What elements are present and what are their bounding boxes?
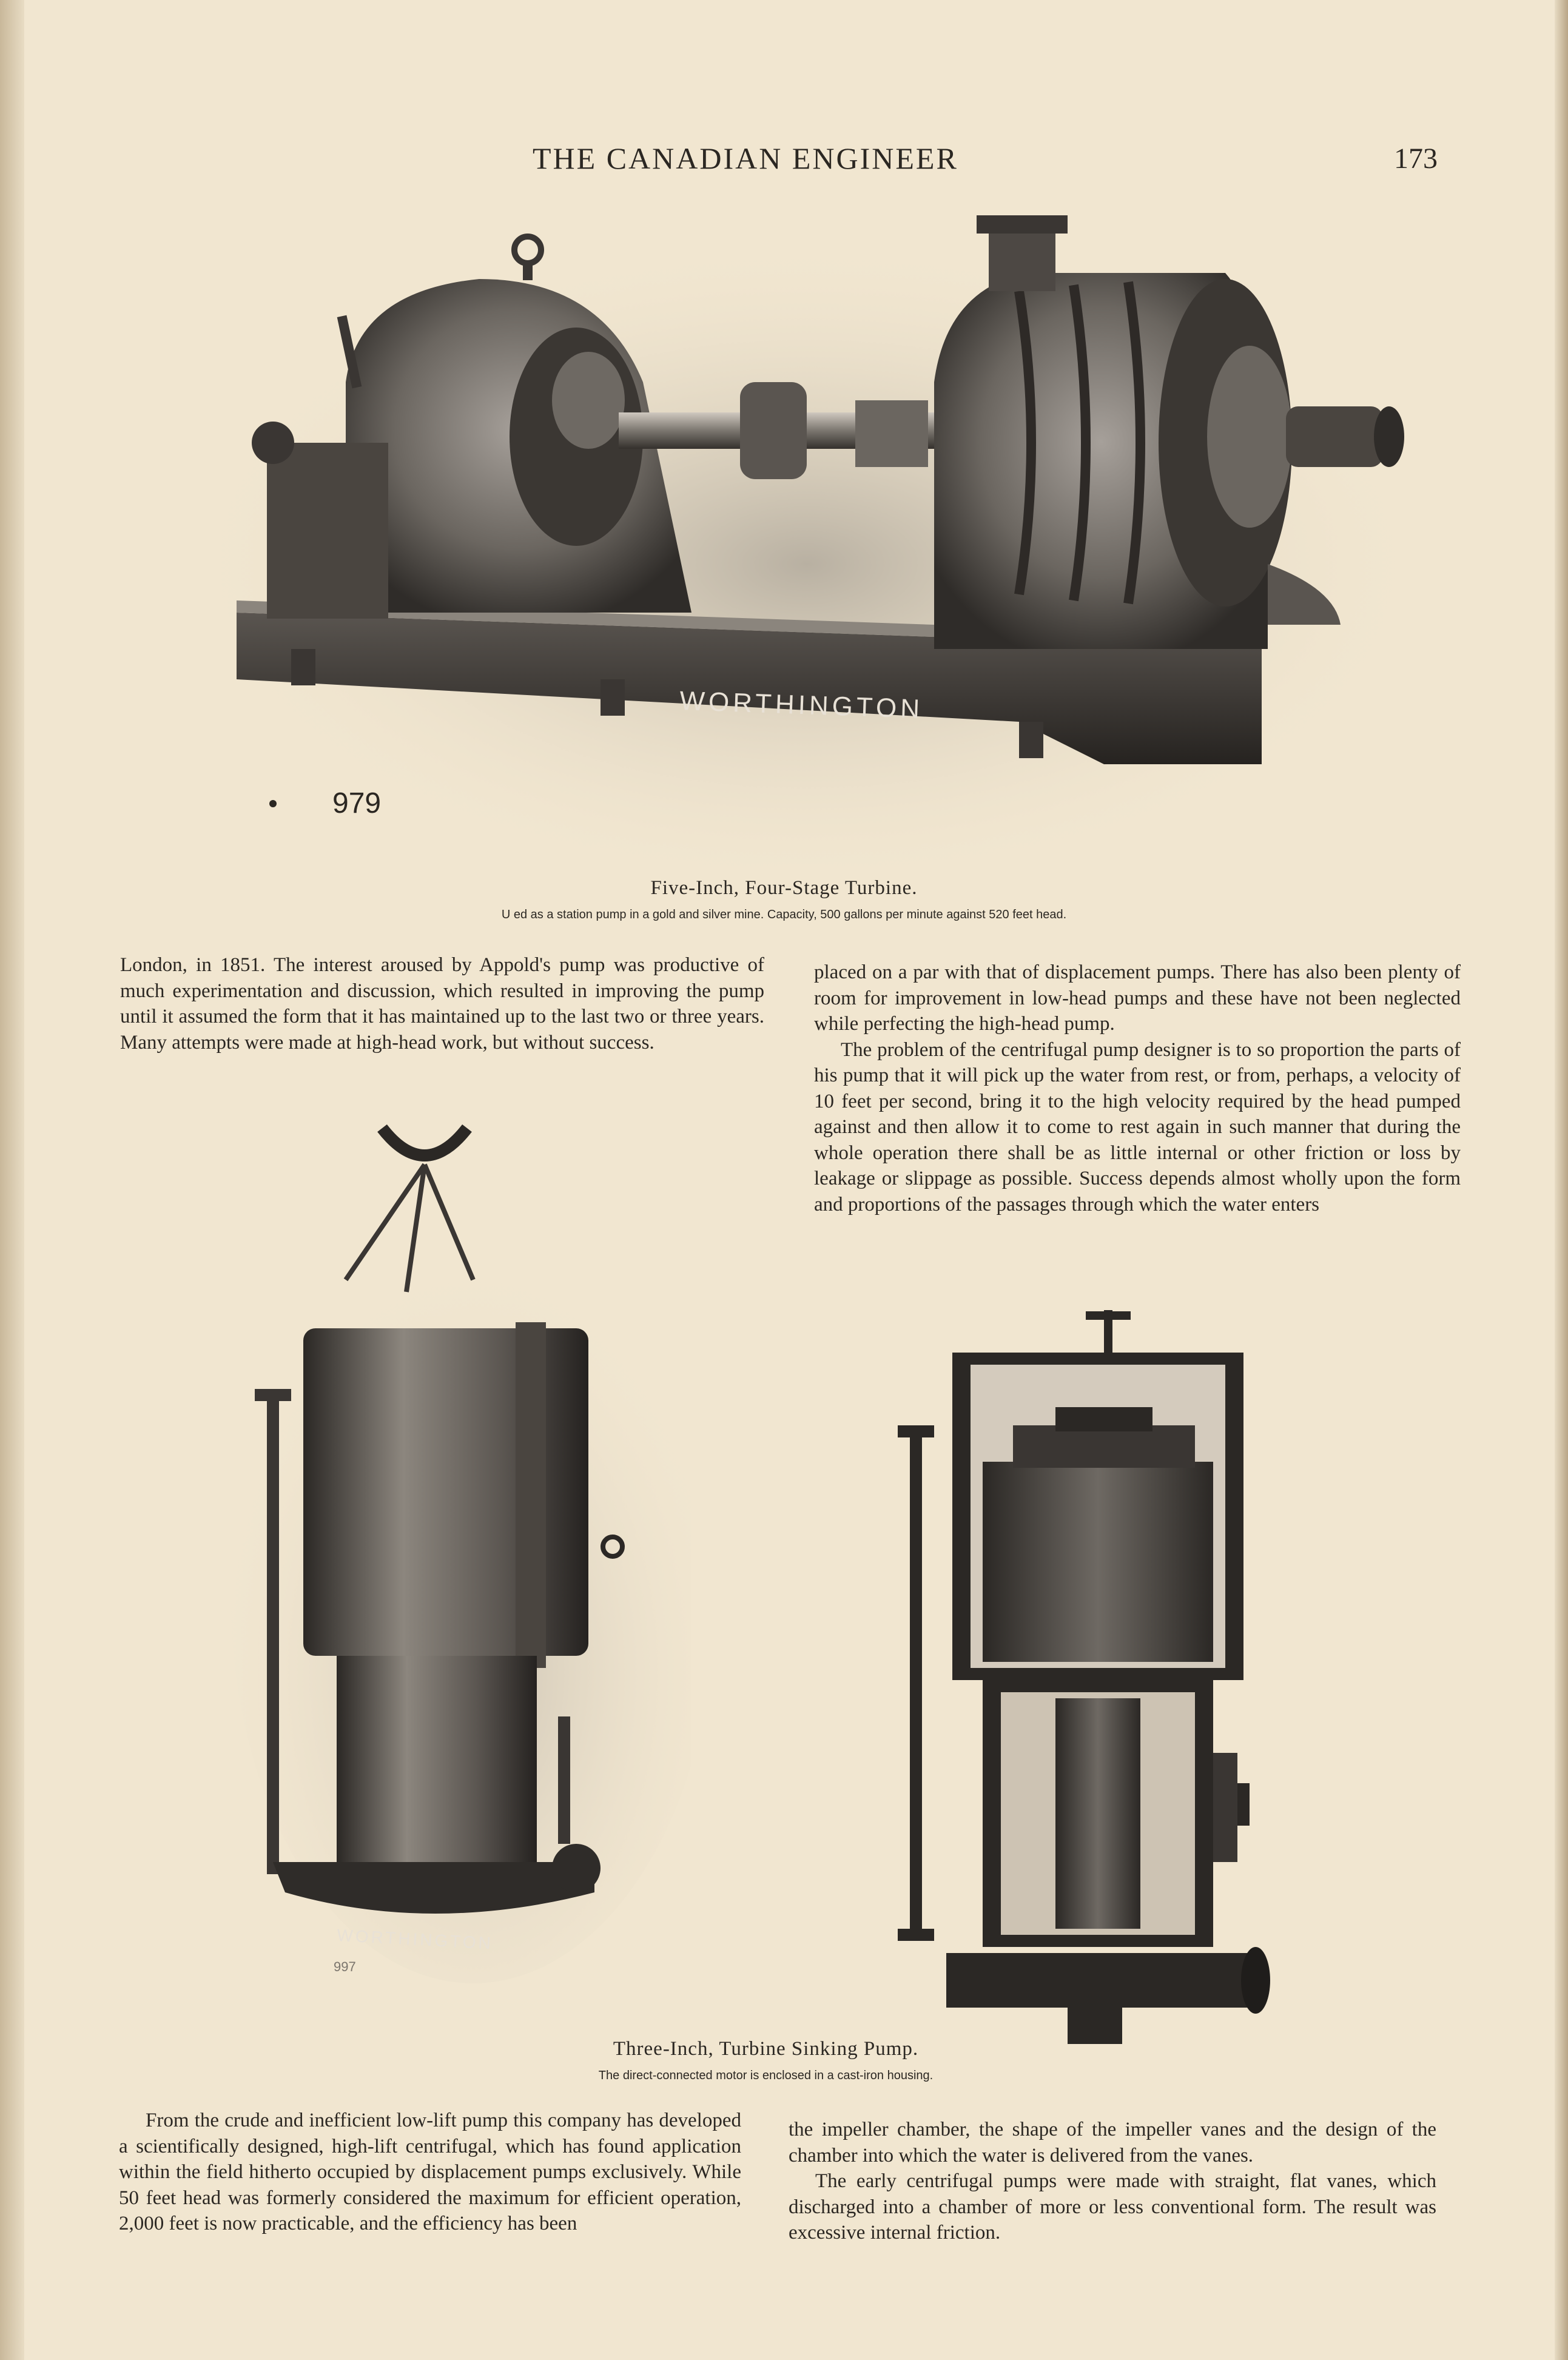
paragraph: The early centrifugal pumps were made with straight, flat vanes, which discharged into a chamber of more or less conventional form. The result was excessive internal friction.	[789, 2170, 1436, 2244]
base-brand-text: WORTHINGTON	[679, 686, 924, 725]
column-bottom-left	[119, 2108, 741, 2237]
plate-number-2: 997	[334, 1959, 356, 1974]
plate-number: 979	[332, 787, 382, 819]
paragraph: The problem of the centrifugal pump designer is to so proportion the parts of his pump that it will pick up the water from rest, or from, perhaps, a velocity of 10 feet per second, bring it to the high velocity required by the head pumped against and then allow it to come to rest again in such manner that during the whole operation there shall be as little internal or other friction or loss by leakage or slippage as possible. Success depends almost wholly upon the form and proportions of the passages through which the water enters	[814, 1038, 1461, 1215]
paragraph: the impeller chamber, the shape of the impeller vanes and the design of the chamber into which the water is delivered from the vanes.	[789, 2119, 1436, 2167]
figure2-caption-sub: The direct-connected motor is enclosed in a cast-iron housing.	[598, 2069, 934, 2082]
figure1-caption-title: Five-Inch, Four-Stage Turbine.	[650, 877, 918, 899]
running-header	[0, 141, 1568, 189]
page-edge	[1555, 0, 1568, 2360]
running-title: THE CANADIAN ENGINEER	[533, 141, 958, 175]
column-top-left	[120, 952, 764, 1055]
paragraph: London, in 1851. The interest aroused by Appold's pump was productive of much experimentation and discussion, which resulted in improving the pump until it assumed the form that it has maintained up to the last two or three years. Many attempts were made at high-head work, but without success.	[120, 954, 764, 1054]
sinking-pump-exterior-photo	[230, 1110, 691, 1983]
pump-brand-text: WORTHINGTON	[336, 1926, 494, 1953]
paragraph: placed on a par with that of displacement pumps. There has also been plenty of room for improvement in low-head pumps and these have not been neglected while perfecting the high-head pump.	[814, 961, 1461, 1035]
page-number: 173	[1394, 143, 1438, 175]
binding-spine	[0, 0, 24, 2360]
figure2-caption-title: Three-Inch, Turbine Sinking Pump.	[613, 2038, 919, 2060]
column-top-right	[814, 960, 1461, 1217]
paragraph: From the crude and inefficient low-lift pump this company has developed a scientifically designed, high-lift centrifugal, which has found application within the field hitherto occupied by displacement pumps exclusively. While 50 feet head was formerly considered the maximum for efficient operation, 2,000 feet is now practicable, and the efficiency has been	[119, 2110, 741, 2234]
column-bottom-right	[789, 2117, 1436, 2246]
sinking-pump-section-photo	[886, 1298, 1286, 2050]
figure1-caption-sub: U ed as a station pump in a gold and silver mine. Capacity, 500 gallons per minute against 520 feet head.	[501, 908, 1067, 921]
turbine-photo	[182, 200, 1425, 867]
